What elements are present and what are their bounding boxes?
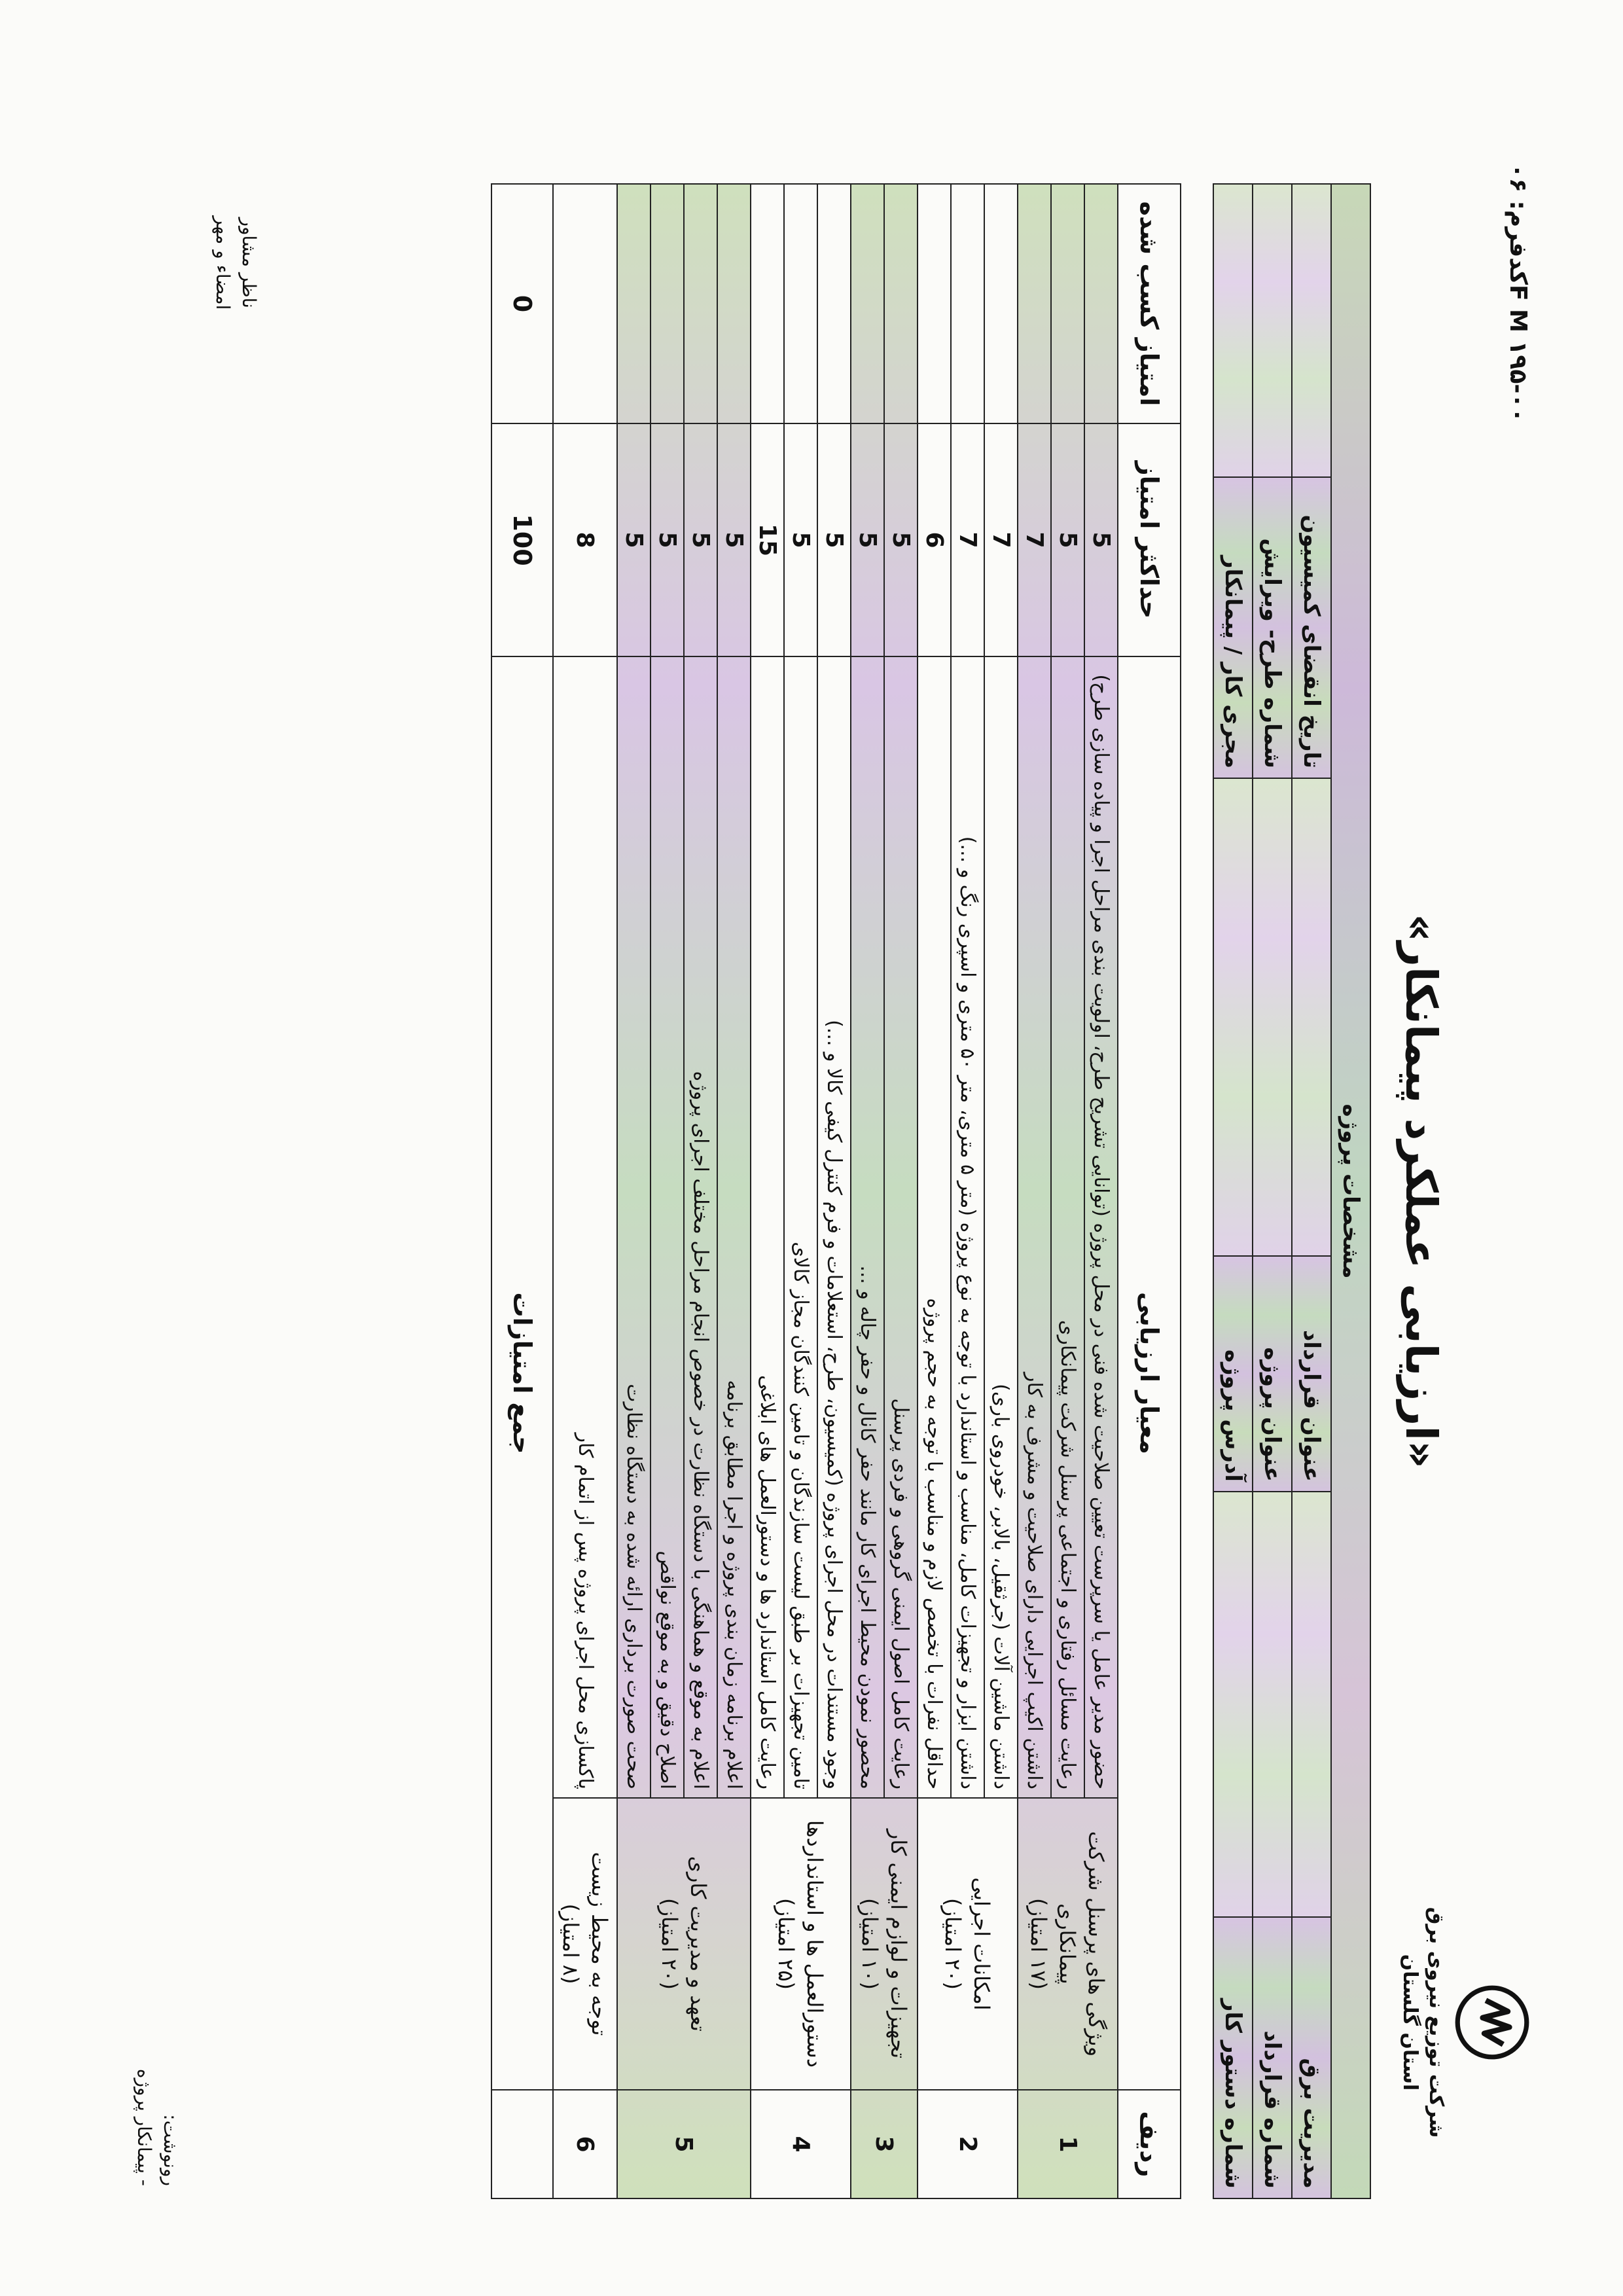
total-spacer [491,2090,553,2198]
max-score: 5 [651,423,684,656]
spec-value-field[interactable] [1253,1492,1292,1917]
row-index: 6 [553,2090,617,2198]
copy-to-title: رونوشت: [160,2114,181,2186]
company-province: استان گلستان [1399,1954,1421,2091]
spec-label: تاریخ انقضای کمیسیون [1292,477,1331,778]
category-points: (۲۰ امتیاز) [940,1897,966,1990]
max-score: 5 [784,423,817,656]
category-cell [553,1798,617,2090]
criterion-text: تامین تجهیزات بر طبق لیست سازندگان و تامین کنندگان مجاز کالای [784,656,817,1798]
criterion-text: پاکسازی محل اجرای پروژه پس از اتمام کار [553,656,617,1798]
row-index: 4 [751,2090,851,2198]
criterion-text: رعایت مسائل رفتاری و اجتماعی پرسنل شرکت پیمانکاری [1051,656,1084,1798]
total-max-score: 100 [491,423,553,656]
spec-row [1253,184,1292,2198]
earned-score-field[interactable] [1018,184,1051,423]
earned-score-field[interactable] [784,184,817,423]
max-score: 5 [1051,423,1084,656]
max-score: 15 [751,423,784,656]
earned-score-field[interactable] [617,184,651,423]
row-index: 1 [1018,2090,1118,2198]
spec-label: شماره طرح- ویرایش [1253,477,1292,778]
category-cell [851,1798,918,2090]
earned-score-field[interactable] [1084,184,1118,423]
category-cell [617,1798,751,2090]
spec-label: شماره دستور کار [1213,1917,1253,2198]
earned-score-field[interactable] [951,184,984,423]
max-score: 5 [717,423,751,656]
criterion-text: اصلاح دقیق و به موقع نواقص [651,656,684,1798]
spec-value-field[interactable] [1213,1492,1253,1917]
spec-value-field[interactable] [1292,778,1331,1256]
header-earned-score: امتیاز کسب شده [1118,184,1181,423]
spec-row [1292,184,1331,2198]
header-criteria: معیار ارزیابی [1118,656,1181,2090]
header-index: ردیف [1118,2090,1181,2198]
category-cell [1018,1798,1118,2090]
earned-score-field[interactable] [918,184,951,423]
max-score: 5 [617,423,651,656]
category-name: دستورالعمل ها و استانداردها [802,1820,828,2068]
category-cell [918,1798,1018,2090]
company-name: شرکت توزیع نیروی برق [1425,1907,1448,2138]
earned-score-field[interactable] [984,184,1018,423]
earned-score-field[interactable] [553,184,617,423]
criterion-row [553,184,617,2198]
criterion-text: حداقل نفرات با تخصص لازم و مناسب با توجه به حجم پروژه [918,656,951,1798]
criterion-row [984,184,1018,2198]
max-score: 5 [851,423,884,656]
criterion-text: حضور مدیر عامل یا سرپرست تعیین صلاحیت شده فنی در محل پروژه (توانایی تشریح طرح، اولویت بندی مراحل اجرا و پیاده سازی طرح) [1084,656,1118,1798]
evaluation-body [553,184,1118,2198]
category-name: توجه به محیط زیست [587,1852,612,2036]
spec-value-field[interactable] [1253,184,1292,477]
earned-score-field[interactable] [717,184,751,423]
category-points: (۱۷ امتیاز) [1026,1897,1052,1990]
spec-label: شماره قرارداد [1253,1917,1292,2198]
supervisor-sign-note: امضاء و مهر [212,216,234,310]
criterion-text: اعلام برنامه زمان بندی پروژه و اجرا مطابق برنامه [717,656,751,1798]
category-points: (۲۵ امتیاز) [774,1897,799,1990]
copy-to-block [131,2069,183,2186]
header-max-score: حداکثر امتیاز [1118,423,1181,656]
criterion-row [717,184,751,2198]
criterion-text: داشتن ابزار و تجهیزات کامل، مناسب و استاندارد با توجه به نوع پروژه (متر ۵ متری، متر ۵۰ متری و اسپری رنگ و ...) [951,656,984,1798]
earned-score-field[interactable] [751,184,784,423]
criterion-text: محصور نمودن محیط اجرای کار مانند حفر کانال و حفر چاله و ... [851,656,884,1798]
spec-caption: مشخصات پروژه [1331,184,1370,2198]
category-points: (۲۰ امتیاز) [657,1897,682,1990]
row-index: 2 [918,2090,1018,2198]
spec-value-field[interactable] [1292,1492,1331,1917]
max-score: 8 [553,423,617,656]
category-cell [751,1798,851,2090]
criterion-row [817,184,851,2198]
spec-value-field[interactable] [1253,778,1292,1256]
company-logo-icon [1453,1983,1531,2062]
spec-label: آدرس پروژه [1213,1256,1253,1492]
earned-score-field[interactable] [884,184,918,423]
spec-value-field[interactable] [1213,184,1253,477]
criterion-text: داشتن اکیپ اجرایی دارای صلاحیت و مشرف به کار [1018,656,1051,1798]
total-earned-score[interactable]: 0 [491,184,553,423]
project-spec-table [1213,183,1371,2199]
max-score: 7 [951,423,984,656]
criterion-text: رعایت کامل استاندارد ها و دستورالعمل های ابلاغی [751,656,784,1798]
evaluation-header-row [1118,184,1181,2198]
supervisor-title: ناظر مشاور [238,217,260,308]
evaluation-table [491,183,1181,2199]
category-points: (۸ امتیاز) [558,1903,583,1984]
earned-score-field[interactable] [817,184,851,423]
criterion-text: رعایت کامل اصول ایمنی گروهی و فردی پرسنل [884,656,918,1798]
max-score: 7 [1018,423,1051,656]
max-score: 5 [817,423,851,656]
criterion-text: اعلام به موقع و هماهنگی با دستگاه نظارت در خصوص انجام مراحل مختلف اجرای پروژه [684,656,717,1798]
spec-value-field[interactable] [1213,778,1253,1256]
earned-score-field[interactable] [851,184,884,423]
max-score: 5 [684,423,717,656]
earned-score-field[interactable] [684,184,717,423]
category-name: ویژگی های پرسنل شرکت پیمانکاری [1055,1831,1109,2057]
criterion-text: داشتن ماشین آلات (جرثقیل، بالابر، خودروی باری) [984,656,1018,1798]
max-score: 5 [884,423,918,656]
criterion-row [884,184,918,2198]
category-name: تجهیزات و لوازم ایمنی کار [886,1829,911,2059]
criterion-row [1084,184,1118,2198]
row-index: 5 [617,2090,751,2198]
max-score: 7 [984,423,1018,656]
total-row [491,184,553,2198]
supervisor-signature-block [209,216,262,310]
max-score: 6 [918,423,951,656]
spec-label: عنوان قرارداد [1292,1256,1331,1492]
criterion-text: صحت صورت برداری ارائه شده به دستگاه نظارت [617,656,651,1798]
total-label: جمع امتیازات [491,656,553,2090]
earned-score-field[interactable] [651,184,684,423]
category-name: امکانات اجرایی [969,1877,995,2011]
form-code: کدفرم: ۰۶F M ۱۹۵-۰۰ [1505,164,1531,423]
spec-row [1213,184,1253,2198]
max-score: 5 [1084,423,1118,656]
spec-label: مدیریت برق [1292,1917,1331,2198]
copy-to-recipient: - پیمانکار پروژه [134,2068,155,2186]
earned-score-field[interactable] [1051,184,1084,423]
spec-label: مجری کار / پیمانکار [1213,477,1253,778]
category-name: تعهد و مدیریت کاری [686,1856,711,2032]
criterion-text: وجود مستندات در محل اجرای پروژه (کمیسیون، طرح، استعلامات و فرم کنترل کیفی کالا و ...) [817,656,851,1798]
form-title: «ارزیابی عملکرد پیمانکار» [1396,914,1446,1469]
spec-label: عنوان پروژه [1253,1256,1292,1492]
category-points: (۱۰ امتیاز) [857,1897,882,1990]
spec-value-field[interactable] [1292,184,1331,477]
rotated-form-sheet [92,137,1558,2245]
row-index: 3 [851,2090,918,2198]
